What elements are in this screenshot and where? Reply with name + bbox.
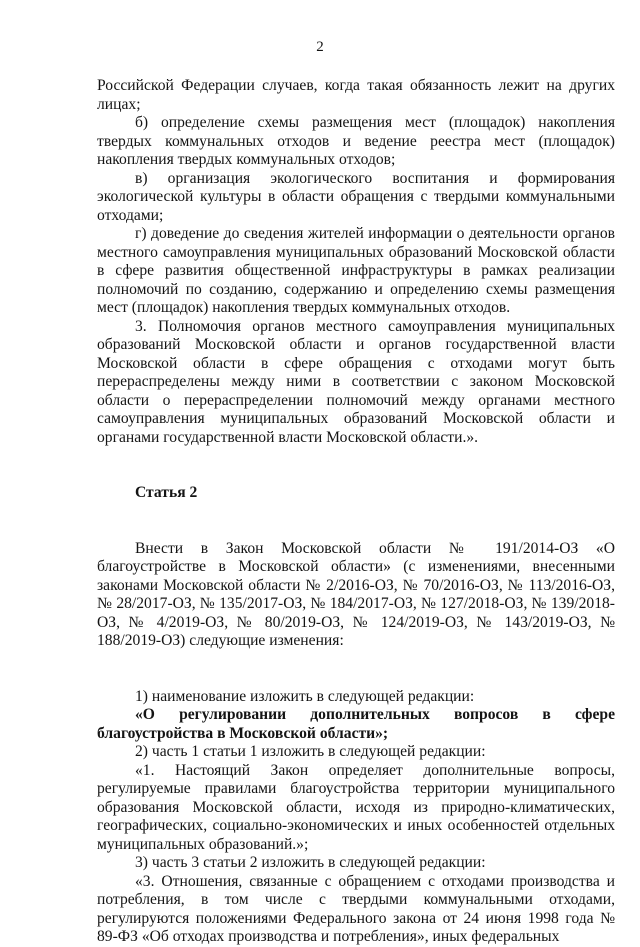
article-heading: Статья 2 [135,484,198,501]
list-item-2: 2) часть 1 статьи 1 изложить в следующей редакции: [135,743,486,760]
paragraph-item-v: в) организация экологического воспитания и формирования экологической культуры в области обращения с твердыми коммунальными отходами; [97,169,615,224]
document-body [97,77,615,947]
paragraph-continuation: Российской Федерации случаев, когда такая обязанность лежит на других лицах; [97,77,615,113]
list-item-2-text: «1. Настоящий Закон определяет дополнительные вопросы, регулируемые правилами благоустройства территории муниципального образования Московской области, исходя из природно-климатических, географических, социально-экономических и иных особенностей отдельных муниципальных образований.»; [97,761,615,853]
list-item-3: 3) часть 3 статьи 2 изложить в следующей редакции: [135,854,486,871]
list-item-3-text: «3. Отношения, связанные с обращением с отходами производства и потребления, в том числе с твердыми коммунальными отходами, регулируются положениями Федерального закона от 24 июня 1998 года № 89-ФЗ «Об отходах производства и потребления», иных федеральных [97,872,615,945]
paragraph-item-g: г) доведение до сведения жителей информации о деятельности органов местного самоуправления муниципальных образований Московской области в сфере развития общественной инфраструктуры в рамках реализации полномочий по созданию, содержанию и определению схемы размещения мест (площадок) накопления твердых коммунальных отходов. [97,225,615,316]
list-item-1-title: «О регулировании дополнительных вопросов в сфере благоустройства в Московской области»; [97,706,615,742]
paragraph-intro: Внести в Закон Московской области № 191/2014-ОЗ «О благоустройстве в Московской области» (с изменениями, внесенными законами Московской области № 2/2016-ОЗ, № 70/2016-ОЗ, № 113/2016-ОЗ, № 28/2017-ОЗ, № 135/2017-ОЗ, № 184/2017-ОЗ, № 127/2018-ОЗ, № 139/2018-ОЗ, № 4/2019-ОЗ, № 80/2019-ОЗ, № 124/2019-ОЗ, № 143/2019-ОЗ, № 188/2019-ОЗ) следующие изменения: [97,539,615,649]
paragraph-part-3: 3. Полномочия органов местного самоуправления муниципальных образований Московской области и органов государственной власти Московской области в сфере обращения с отходами могут быть перераспределены между ними в соответствии с законом Московской области о перераспределении полномочий между органами местного самоуправления муниципальных образований Московской области и органами государственной власти Московской области.». [97,317,615,446]
paragraph-item-b: б) определение схемы размещения мест (площадок) накопления твердых коммунальных отходов и ведение реестра мест (площадок) накопления твердых коммунальных отходов; [97,114,615,168]
list-item-1: 1) наименование изложить в следующей редакции: [135,687,475,705]
page-number: 2 [316,39,324,55]
